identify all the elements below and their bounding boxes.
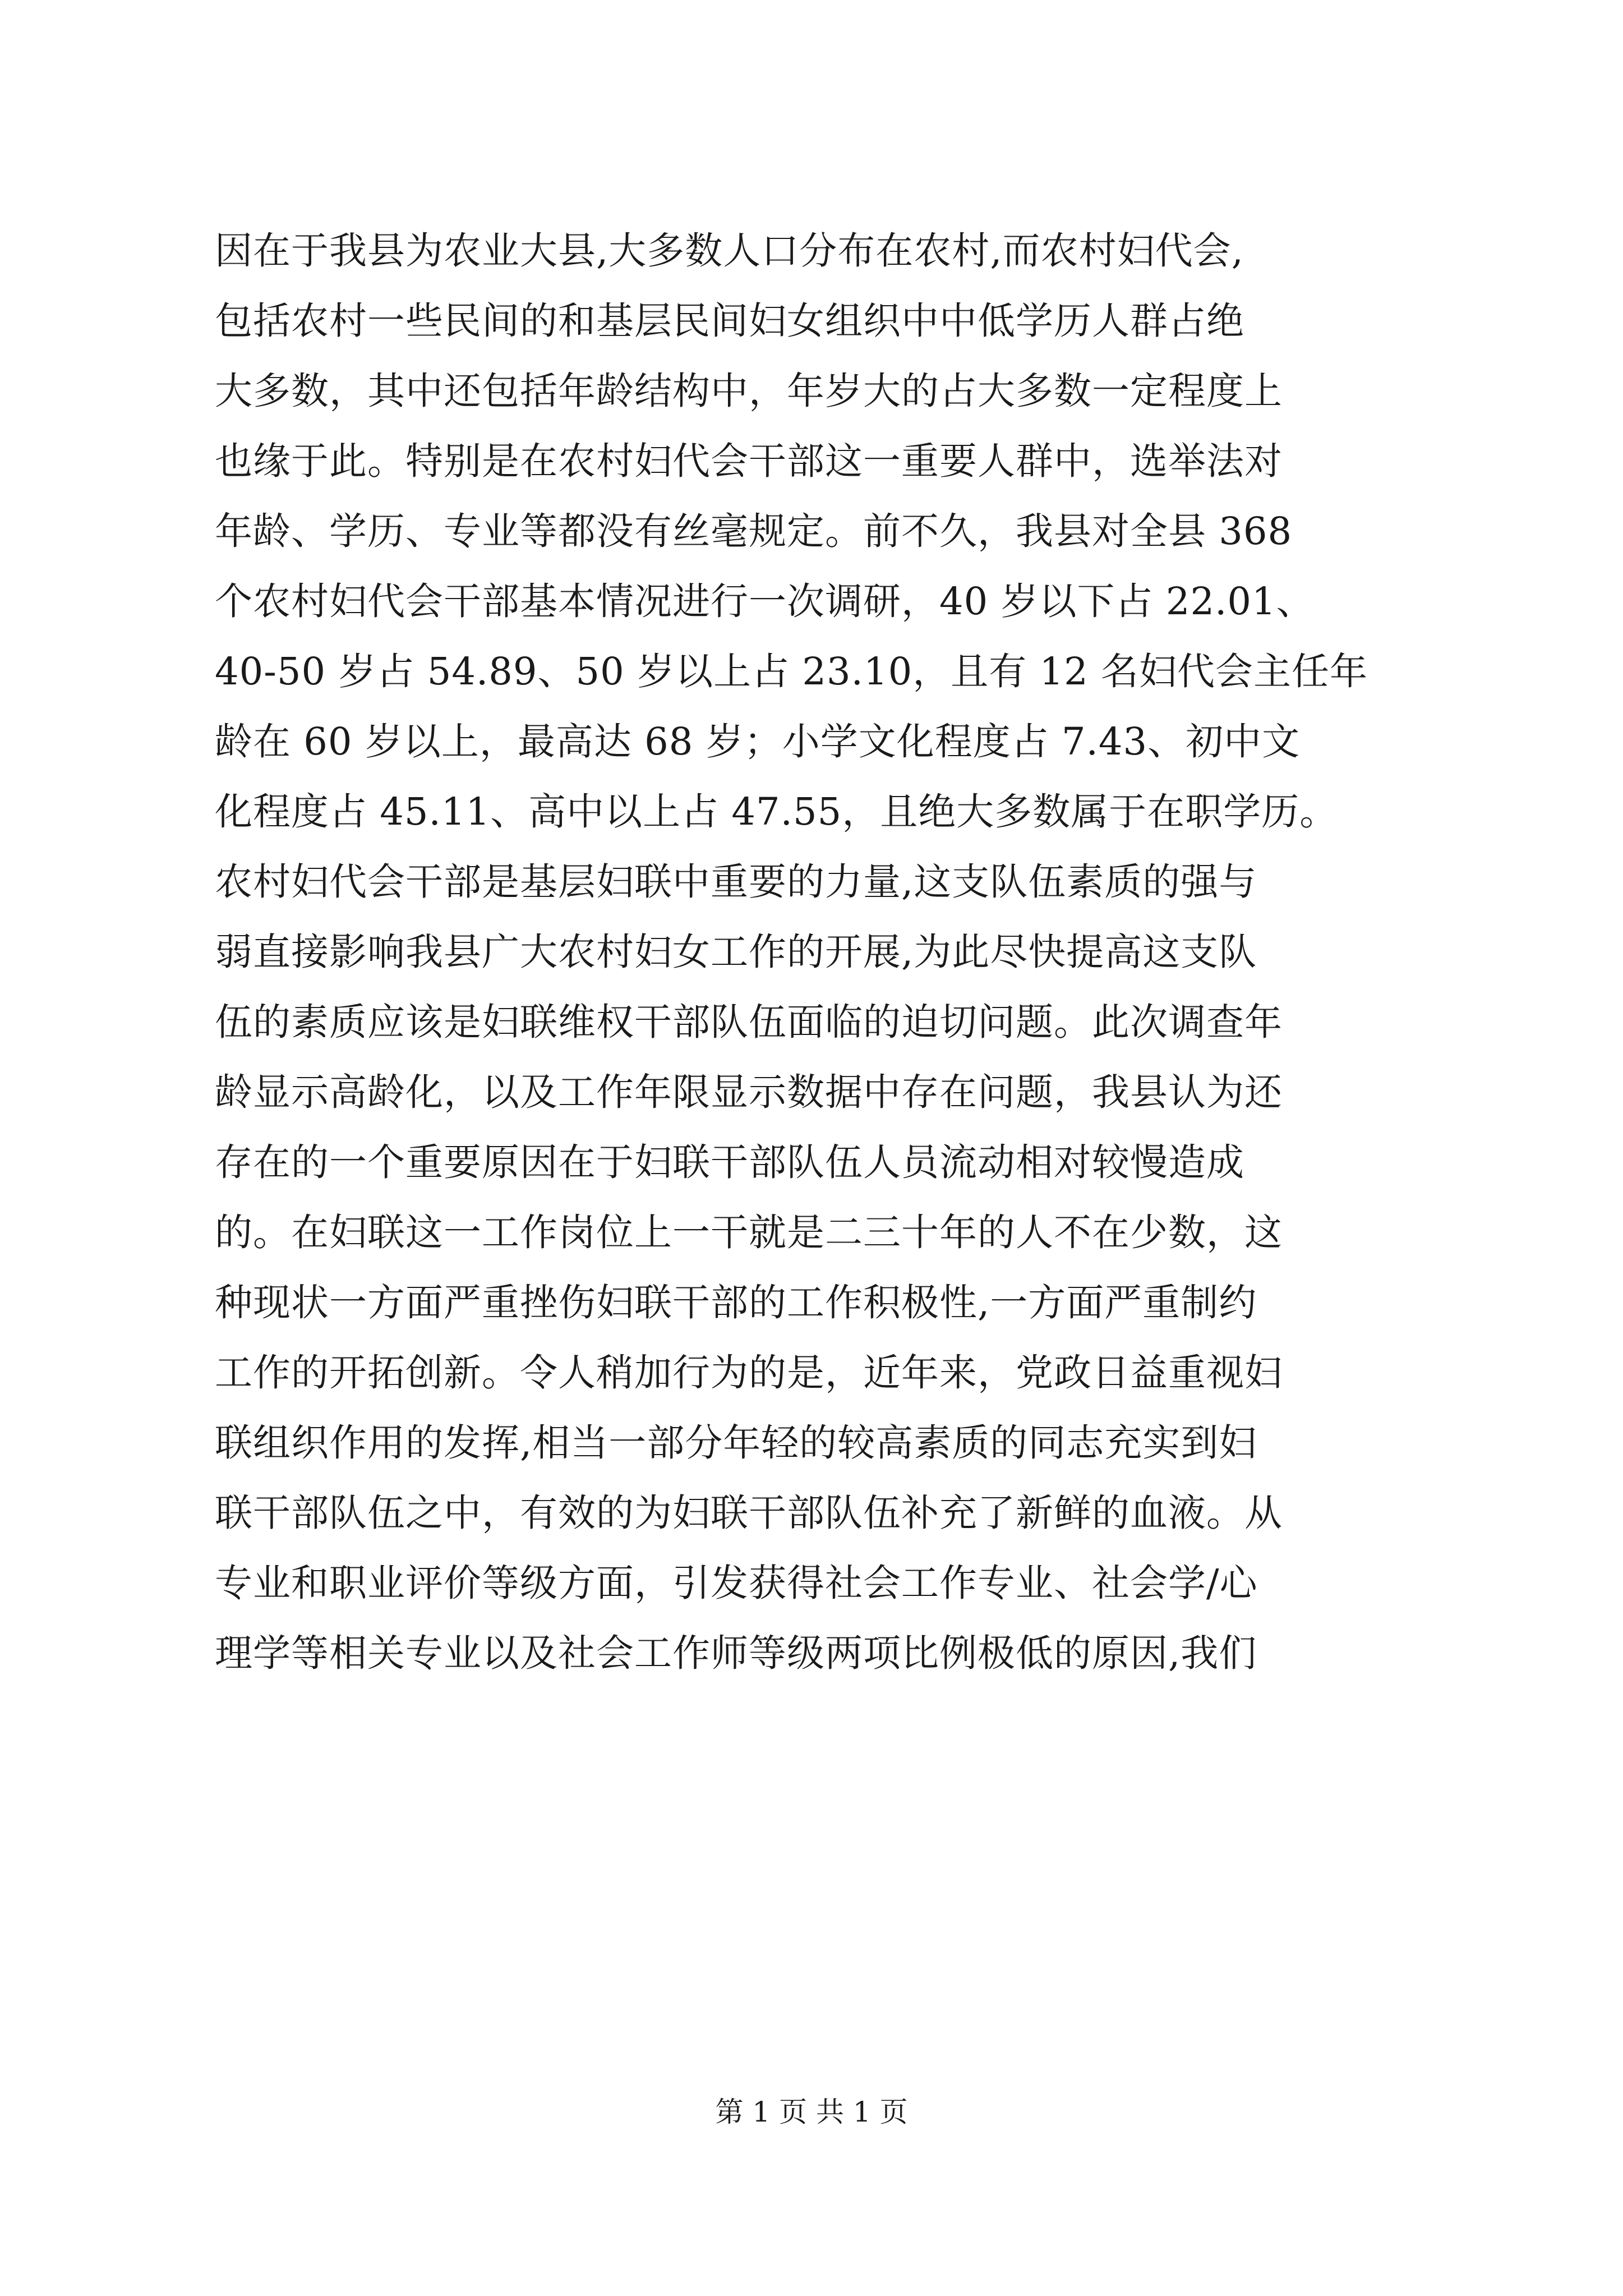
text-line: 理学等相关专业以及社会工作师等级两项比例极低的原因,我们: [215, 1631, 1257, 1675]
text-line: 个农村妇代会干部基本情况进行一次调研，40 岁以下占 22.01、: [215, 579, 1315, 623]
page-footer: 第 1 页 共 1 页: [715, 2096, 908, 2128]
text-line: 大多数，其中还包括年龄结构中，年岁大的占大多数一定程度上: [215, 369, 1283, 413]
text-line: 包括农村一些民间的和基层民间妇女组织中中低学历人群占绝: [215, 299, 1244, 343]
text-line: 伍的素质应该是妇联维权干部队伍面临的迫切问题。此次调查年: [215, 1000, 1283, 1044]
text-line: 联干部队伍之中，有效的为妇联干部队伍补充了新鲜的血液。从: [215, 1491, 1283, 1535]
text-line: 龄在 60 岁以上，最高达 68 岁；小学文化程度占 7.43、初中文: [215, 720, 1301, 763]
text-line: 的。在妇联这一工作岗位上一干就是二三十年的人不在少数，这: [215, 1211, 1283, 1254]
text-line: 弱直接影响我县广大农村妇女工作的开展,为此尽快提高这支队: [215, 930, 1257, 974]
text-line: 专业和职业评价等级方面，引发获得社会工作专业、社会学/心: [215, 1561, 1258, 1605]
text-line: 龄显示高龄化，以及工作年限显示数据中存在问题，我县认为还: [215, 1070, 1283, 1114]
text-line: 农村妇代会干部是基层妇联中重要的力量,这支队伍素质的强与: [215, 860, 1257, 904]
body-text: [215, 216, 1409, 1688]
text-line: 种现状一方面严重挫伤妇联干部的工作积极性,一方面严重制约: [215, 1281, 1257, 1324]
text-line: 年龄、学历、专业等都没有丝毫规定。前不久，我县对全县 368: [215, 509, 1293, 553]
text-line: 40-50 岁占 54.89、50 岁以上占 23.10，且有 12 名妇代会主任年: [215, 650, 1368, 693]
text-line: 存在的一个重要原因在于妇联干部队伍人员流动相对较慢造成: [215, 1140, 1244, 1184]
text-line: 联组织作用的发挥,相当一部分年轻的较高素质的同志充实到妇: [215, 1421, 1257, 1465]
text-line: 也缘于此。特别是在农村妇代会干部这一重要人群中，选举法对: [215, 439, 1283, 483]
text-line: 因在于我县为农业大县,大多数人口分布在农村,而农村妇代会,: [215, 229, 1244, 273]
text-line: 工作的开拓创新。令人稍加行为的是，近年来，党政日益重视妇: [215, 1351, 1283, 1395]
text-line: 化程度占 45.11、高中以上占 47.55，且绝大多数属于在职学历。: [215, 790, 1338, 834]
